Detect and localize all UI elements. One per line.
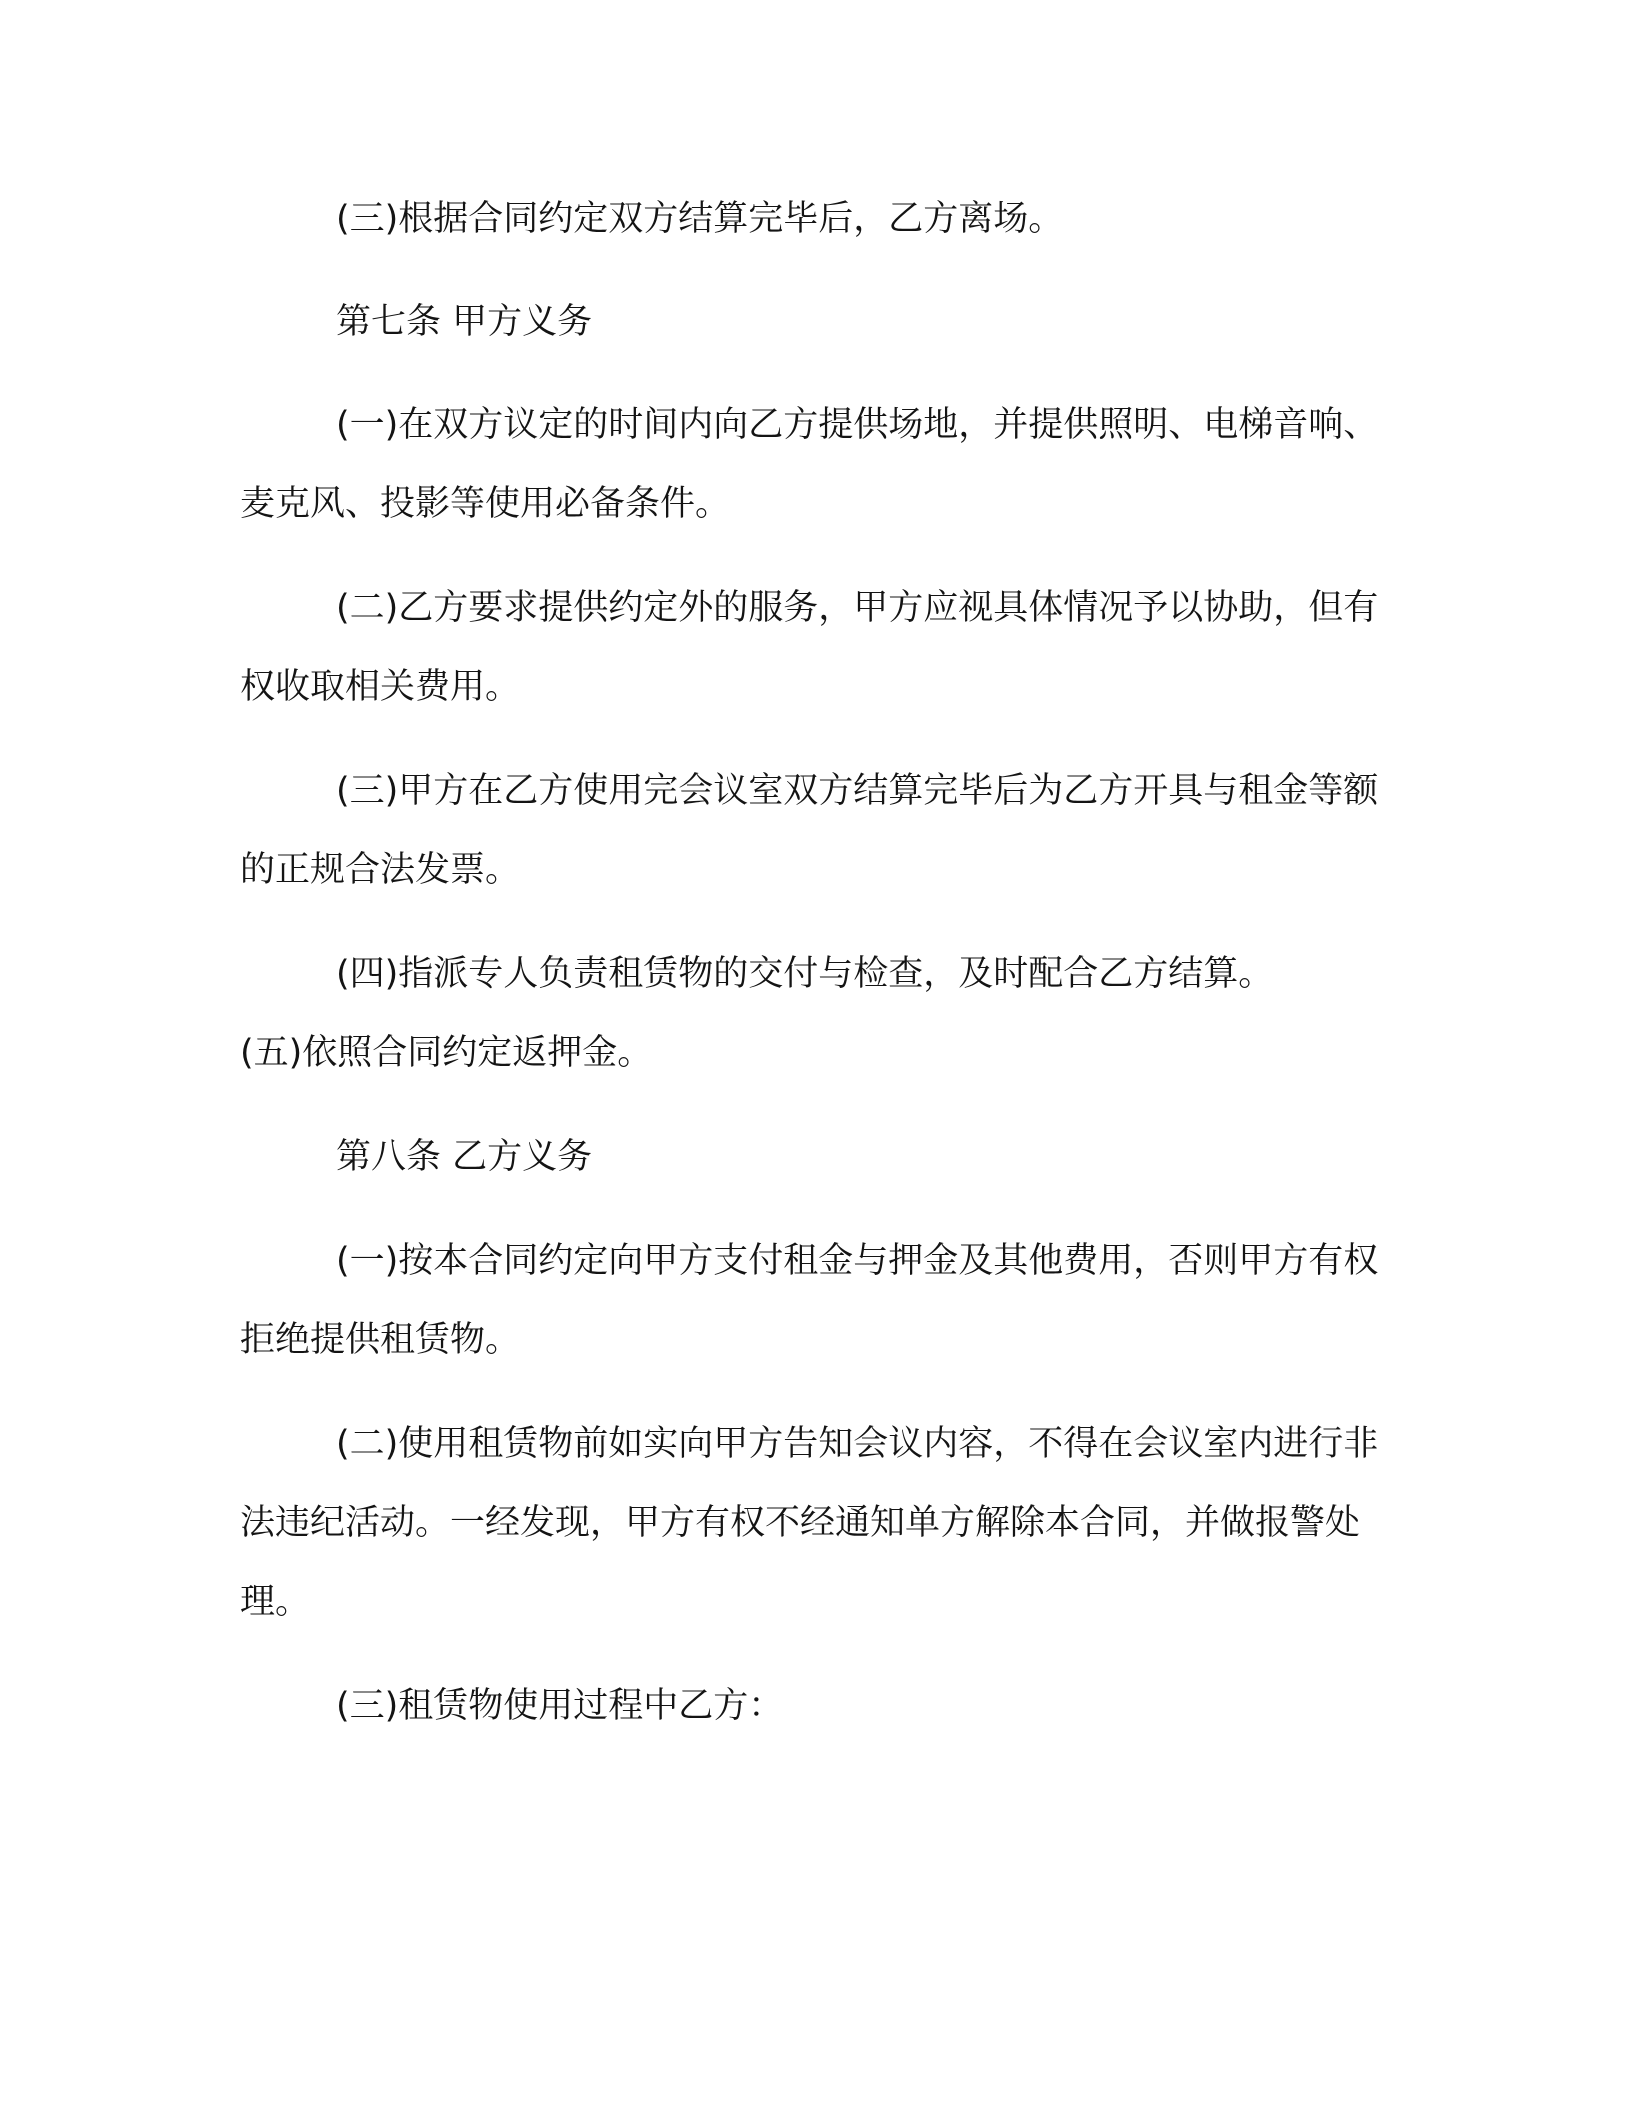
article-7-item-3: (三)甲方在乙方使用完会议室双方结算完毕后为乙方开具与租金等额的正规合法发票。	[240, 771, 1379, 890]
article-8-item-2: (二)使用租赁物前如实向甲方告知会议内容，不得在会议室内进行非法违纪活动。一经发现，甲方有权不经通知单方解除本合同，并做报警处理。	[240, 1424, 1379, 1622]
clause-6-item-3: (三)根据合同约定双方结算完毕后，乙方离场。	[336, 199, 1064, 239]
article-8-item-3: (三)租赁物使用过程中乙方：	[336, 1686, 784, 1726]
article-7-item-1: (一)在双方议定的时间内向乙方提供场地，并提供照明、电梯音响、麦克风、投影等使用必备条件。	[240, 405, 1379, 524]
article-8-heading: 第八条 乙方义务	[336, 1137, 593, 1177]
document-body	[240, 180, 1380, 1746]
article-7-item-4: (四)指派专人负责租赁物的交付与检查，及时配合乙方结算。	[336, 954, 1274, 994]
article-7-item-5: (五)依照合同约定返押金。	[240, 1033, 653, 1073]
article-8-item-1: (一)按本合同约定向甲方支付租金与押金及其他费用，否则甲方有权拒绝提供租赁物。	[240, 1241, 1379, 1360]
article-7-heading: 第七条 甲方义务	[336, 302, 593, 342]
article-7-item-2: (二)乙方要求提供约定外的服务，甲方应视具体情况予以协助，但有权收取相关费用。	[240, 588, 1379, 707]
